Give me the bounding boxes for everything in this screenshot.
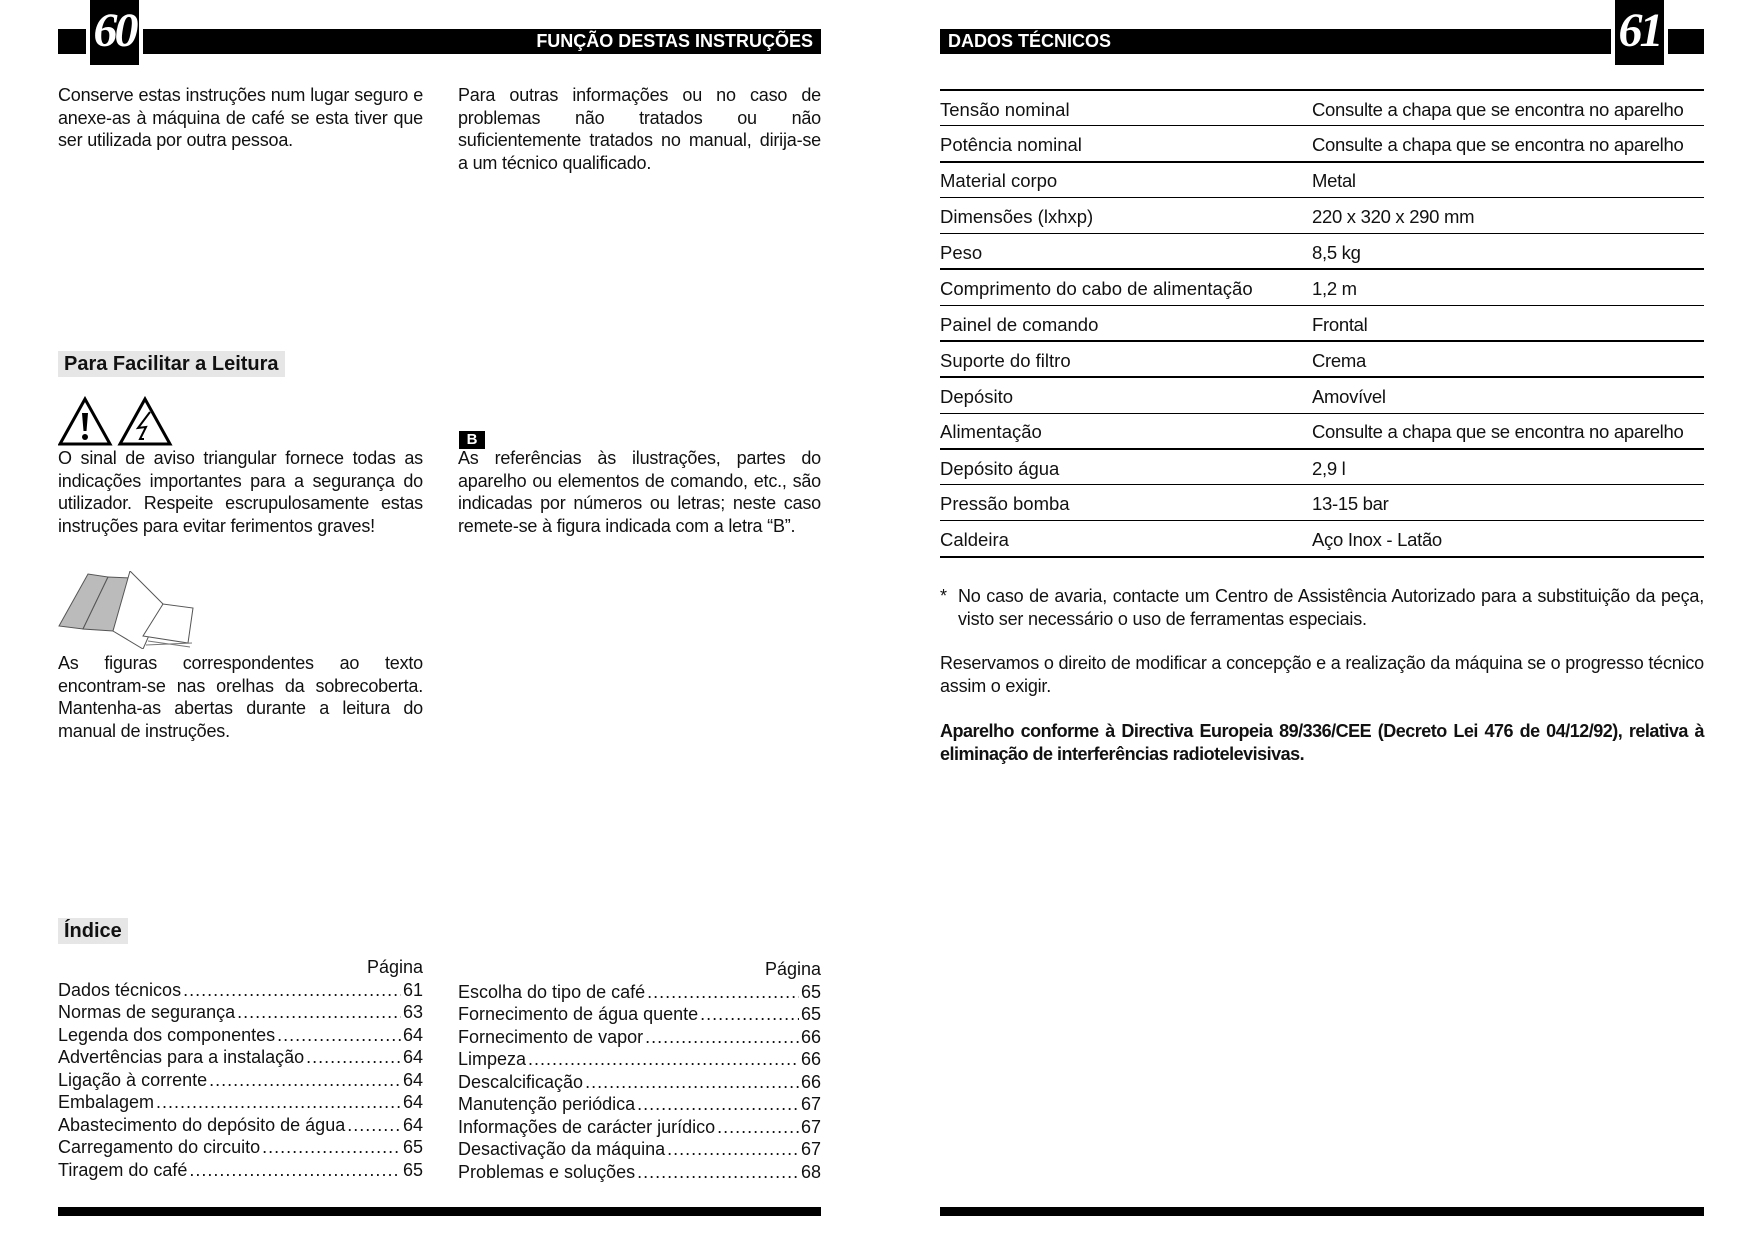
- figure-b-label: B: [459, 431, 485, 449]
- index-entry: [58, 1046, 423, 1069]
- index-entry-page: 66: [800, 1049, 821, 1069]
- electric-hazard-icon: [120, 399, 170, 444]
- index-leader-dots: [277, 1024, 401, 1047]
- index-entry-label: Ligação à corrente: [58, 1069, 208, 1090]
- index-entry-page: 64: [402, 1047, 423, 1067]
- index-leader-dots: [700, 1003, 799, 1026]
- index-entry: [458, 1093, 821, 1116]
- index-entry-label: Descalcificação: [458, 1071, 584, 1092]
- index-entry-page: 66: [800, 1071, 821, 1092]
- spec-value: Consulte a chapa que se encontra no aparelho: [1312, 413, 1704, 449]
- index-entry-label: Limpeza: [458, 1049, 527, 1069]
- footnote-mark: *: [940, 586, 948, 606]
- index-entry: [58, 1136, 423, 1159]
- spec-value: Consulte a chapa que se encontra no aparelho: [1312, 90, 1704, 126]
- index-entry: [458, 981, 821, 1004]
- index-entry-label: Informações de carácter jurídico: [458, 1116, 716, 1137]
- index-leader-dots: [237, 1001, 401, 1024]
- index-entry-page: 64: [402, 1114, 423, 1135]
- index-entry-label: Desactivação da máquina: [458, 1139, 666, 1159]
- spec-value: Crema: [1312, 341, 1704, 377]
- index-entry-page: 67: [800, 1139, 821, 1159]
- index-leader-dots: [667, 1138, 799, 1161]
- reserve-text: Reservamos o direito de modificar a concepção e a realização da máquina se o progresso técnico assim o exigir.: [940, 653, 1704, 696]
- spec-row: [940, 162, 1704, 198]
- index-entry: [58, 1001, 423, 1024]
- index-leader-dots: [183, 979, 401, 1002]
- index-page-header: Página: [764, 959, 821, 979]
- spec-row: [940, 269, 1704, 305]
- spec-label: Tensão nominal: [940, 90, 1312, 126]
- folded-pages-illustration: [58, 571, 198, 649]
- right-header-title: DADOS TÉCNICOS: [948, 31, 1112, 51]
- spec-label: Potência nominal: [940, 126, 1312, 162]
- spec-label: Dimensões (lxhxp): [940, 198, 1312, 234]
- left-page-number: 60: [86, 0, 143, 65]
- index-entry: [58, 1024, 423, 1047]
- intro-col2: Para outras informações ou no caso de problemas não tratados ou não suficientemente tratados no manual, dirija-se a um técnico qualificado.: [458, 85, 821, 173]
- index-entry-page: 64: [402, 1069, 423, 1090]
- index-entry-label: Fornecimento de água quente: [458, 1004, 699, 1024]
- index-entry: [458, 1116, 821, 1139]
- references-text: As referências às ilustrações, partes do aparelho ou elementos de comando, etc., são indicadas por números ou letras; neste caso remete-se à figura indicada com a letra “B”.: [458, 448, 821, 536]
- spec-row: [940, 305, 1704, 341]
- index-entry: [458, 1161, 821, 1184]
- spec-value: 13-15 bar: [1312, 485, 1704, 521]
- index-entry: [58, 979, 423, 1002]
- spec-value: Consulte a chapa que se encontra no aparelho: [1312, 126, 1704, 162]
- index-entry-page: 67: [800, 1094, 821, 1114]
- warning-text: O sinal de aviso triangular fornece todas as indicações importantes para a segurança do utilizador. Respeite escrupulosamente estas instruções para evitar ferimentos graves!: [58, 448, 423, 536]
- index-entry-page: 65: [800, 1004, 821, 1024]
- spec-value: 2,9 l: [1312, 449, 1704, 485]
- index-entry-label: Normas de segurança: [58, 1002, 236, 1022]
- spec-row: [940, 485, 1704, 521]
- intro-col1: Conserve estas instruções num lugar seguro e anexe-as à máquina de café se esta tiver que ser utilizada por outra pessoa.: [58, 85, 423, 150]
- spec-label: Suporte do filtro: [940, 341, 1312, 377]
- index-entry-page: 65: [402, 1137, 423, 1157]
- index-leader-dots: [156, 1091, 401, 1114]
- index-entry-label: Carregamento do circuito: [58, 1137, 261, 1157]
- spec-value: 1,2 m: [1312, 269, 1704, 305]
- warning-triangle-icons: [58, 396, 176, 446]
- index-entry-page: 64: [402, 1024, 423, 1045]
- index-entry: [458, 1026, 821, 1049]
- warning-exclamation-icon: [60, 399, 110, 444]
- spec-label: Alimentação: [940, 413, 1312, 449]
- spec-label: Comprimento do cabo de alimentação: [940, 269, 1312, 305]
- left-bottom-rule: [58, 1207, 821, 1216]
- index-leader-dots: [637, 1161, 799, 1184]
- spec-label: Caldeira: [940, 521, 1312, 557]
- index-col2: [458, 958, 821, 1183]
- index-entry-label: Abastecimento do depósito de água: [58, 1114, 346, 1135]
- spec-value: 8,5 kg: [1312, 234, 1704, 270]
- index-leader-dots: [645, 1026, 799, 1049]
- index-entry-page: 63: [402, 1002, 423, 1022]
- spec-label: Depósito água: [940, 449, 1312, 485]
- right-header-bar: [940, 29, 1704, 54]
- spec-value: 220 x 320 x 290 mm: [1312, 198, 1704, 234]
- index-entry: [58, 1159, 423, 1182]
- index-entry-page: 65: [402, 1159, 423, 1180]
- spec-label: Painel de comando: [940, 305, 1312, 341]
- index-page-header: Página: [366, 957, 423, 977]
- index-col1: [58, 956, 423, 1181]
- index-entry-label: Embalagem: [58, 1092, 155, 1112]
- index-entry-label: Problemas e soluções: [458, 1161, 636, 1182]
- index-entry: [58, 1114, 423, 1137]
- footnote-text: No caso de avaria, contacte um Centro de Assistência Autorizado para a substituição da peça, visto ser necessário o uso de ferramentas especiais.: [958, 586, 1704, 629]
- spec-row: [940, 449, 1704, 485]
- index-entry-page: 65: [800, 981, 821, 1002]
- index-entry-page: 64: [402, 1092, 423, 1112]
- index-leader-dots: [262, 1136, 401, 1159]
- index-entry-page: 67: [800, 1116, 821, 1137]
- spec-value: Frontal: [1312, 305, 1704, 341]
- index-leader-dots: [209, 1069, 401, 1092]
- compliance-text: Aparelho conforme à Directiva Europeia 89/336/CEE (Decreto Lei 476 de 04/12/92), relativa à eliminação de interferências radiotelevisivas.: [940, 721, 1704, 764]
- index-entry-label: Escolha do tipo de café: [458, 981, 646, 1002]
- index-leader-dots: [647, 981, 799, 1004]
- reading-heading: Para Facilitar a Leitura: [58, 351, 285, 377]
- index-entry-page: 61: [402, 979, 423, 1000]
- spec-row: [940, 198, 1704, 234]
- spec-row: [940, 126, 1704, 162]
- right-bottom-rule: [940, 1207, 1704, 1216]
- spec-label: Depósito: [940, 377, 1312, 413]
- index-leader-dots: [528, 1048, 799, 1071]
- index-entry: [58, 1091, 423, 1114]
- index-heading: Índice: [58, 918, 128, 944]
- index-leader-dots: [189, 1159, 401, 1182]
- spec-value: Metal: [1312, 162, 1704, 198]
- spec-row: [940, 521, 1704, 557]
- index-entry-page: 66: [800, 1026, 821, 1047]
- spec-row: [940, 234, 1704, 270]
- index-leader-dots: [306, 1046, 401, 1069]
- index-entry-label: Legenda dos componentes: [58, 1024, 276, 1045]
- figures-text: As figuras correspondentes ao texto encontram-se nas orelhas da sobrecoberta. Mantenha-as abertas durante a leitura do manual de instruções.: [58, 653, 423, 741]
- left-header-bar: [58, 29, 821, 54]
- spec-label: Material corpo: [940, 162, 1312, 198]
- spec-value: Amovível: [1312, 377, 1704, 413]
- index-leader-dots: [717, 1116, 799, 1139]
- spec-label: Pressão bomba: [940, 485, 1312, 521]
- right-page-number: 61: [1611, 0, 1668, 65]
- spec-value: Aço Inox - Latão: [1312, 521, 1704, 557]
- index-entry-label: Advertências para a instalação: [58, 1047, 305, 1067]
- index-entry: [458, 1071, 821, 1094]
- index-entry: [458, 1003, 821, 1026]
- index-entry-label: Tiragem do café: [58, 1159, 188, 1180]
- index-leader-dots: [585, 1071, 799, 1094]
- spec-row: [940, 341, 1704, 377]
- index-leader-dots: [637, 1093, 799, 1116]
- spec-label: Peso: [940, 234, 1312, 270]
- index-entry: [458, 1048, 821, 1071]
- spec-row: [940, 377, 1704, 413]
- index-entry-page: 68: [800, 1161, 821, 1182]
- index-entry-label: Manutenção periódica: [458, 1094, 636, 1114]
- left-header-title: FUNÇÃO DESTAS INSTRUÇÕES: [536, 31, 813, 51]
- index-entry: [458, 1138, 821, 1161]
- index-leader-dots: [347, 1114, 401, 1137]
- index-entry-label: Fornecimento de vapor: [458, 1026, 644, 1047]
- spec-row: [940, 413, 1704, 449]
- index-entry-label: Dados técnicos: [58, 979, 182, 1000]
- spec-row: [940, 90, 1704, 126]
- index-entry: [58, 1069, 423, 1092]
- specs-table: [940, 89, 1704, 558]
